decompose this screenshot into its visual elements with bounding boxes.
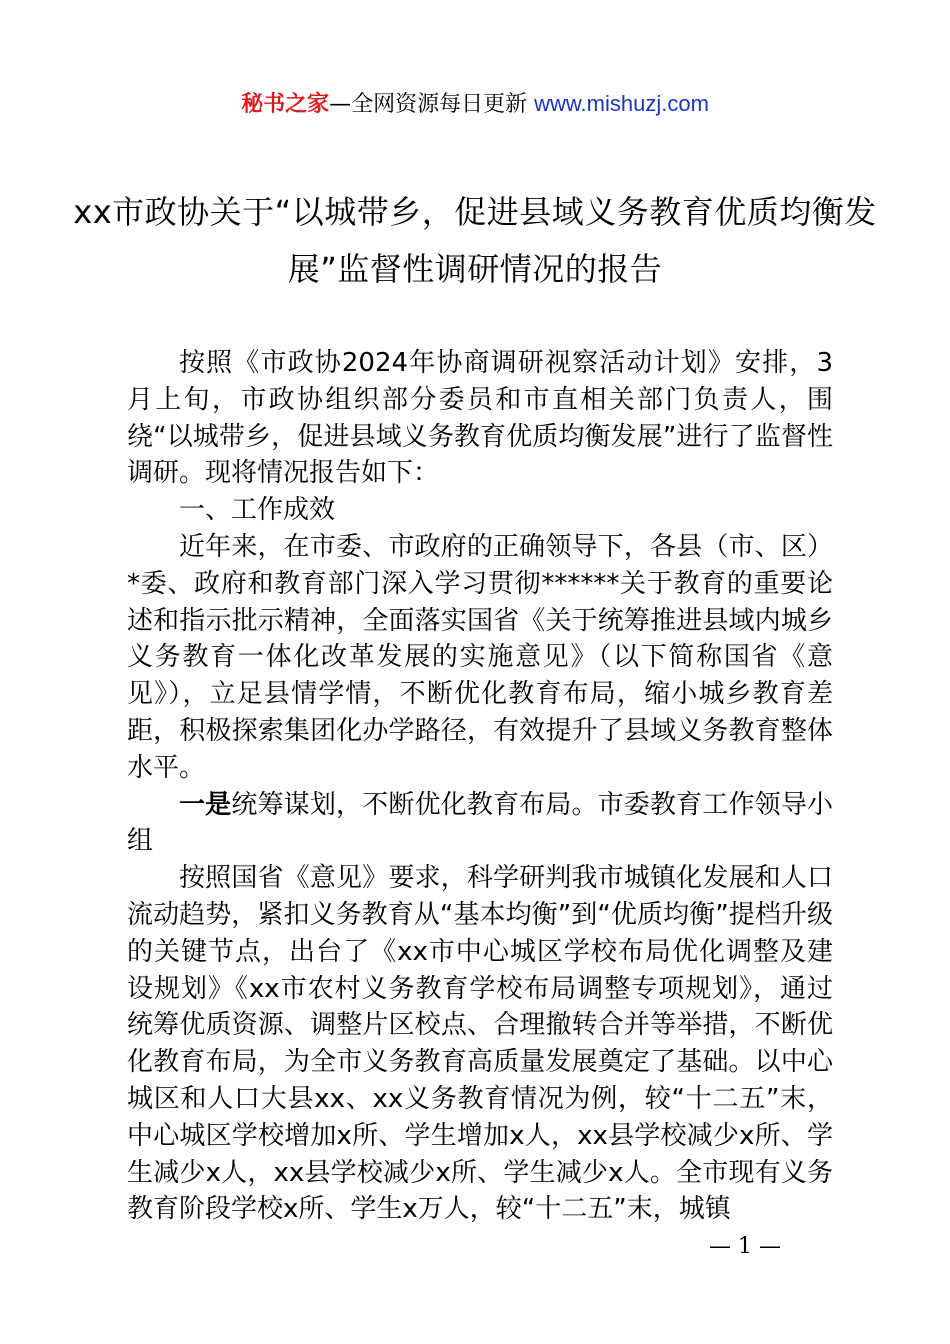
header-tagline: 全网资源每日更新 xyxy=(351,92,535,117)
site-url-link[interactable]: www.mishuzj.com xyxy=(534,91,709,116)
intro-paragraph: 按照《市政协2024年协商调研视察活动计划》安排，3月上旬，市政协组织部分委员和市直相关部门负责人，围绕“以城带乡，促进县域义务教育优质均衡发展”进行了监督性调研。现将情况报告如下： xyxy=(127,348,833,489)
brand-name: 秘书之家 xyxy=(241,92,330,117)
point-one-text: 统筹谋划，不断优化教育布局。市委教育工作领导小组 xyxy=(127,789,833,857)
document-body xyxy=(127,345,833,1228)
section-heading: 一、工作成效 xyxy=(179,495,336,526)
site-header xyxy=(0,88,950,121)
point-one-paragraph xyxy=(127,787,833,861)
point-one-label: 一是 xyxy=(179,789,232,820)
document-title: xx市政协关于“以城带乡，促进县域义务教育优质均衡发展”监督性调研情况的报告 xyxy=(73,193,877,288)
layout-detail-paragraph: 按照国省《意见》要求，科学研判我市城镇化发展和人口流动趋势，紧扣义务教育从“基本均衡”到“优质均衡”提档升级的关键节点，出台了《xx市中心城区学校布局优化调整及建设规划》《xx市农村义务教育学校布局调整专项规划》，通过统筹优质资源、调整片区校点、合理撤转合并等举措，不断优化教育布局，为全市义务教育高质量发展奠定了基础。以中心城区和人口大县xx、xx义务教育情况为例，较“十二五”末，中心城区学校增加x所、学生增加x人，xx县学校减少x所、学生减少x人，xx县学校减少x所、学生减少x人。全市现有义务教育阶段学校x所、学生x万人，较“十二五”末，城镇 xyxy=(127,863,833,1225)
header-separator: — xyxy=(329,92,352,117)
achievements-paragraph: 近年来，在市委、市政府的正确领导下，各县（市、区）*委、政府和教育部门深入学习贯彻******关于教育的重要论述和指示批示精神，全面落实国省《关于统筹推进县域内城乡义务教育一体化改革发展的实施意见》（以下简称国省《意见》），立足县情学情，不断优化教育布局，缩小城乡教育差距，积极探索集团化办学路径，有效提升了县域义务教育整体水平。 xyxy=(127,531,833,783)
page-number: — 1 — xyxy=(709,1234,781,1259)
